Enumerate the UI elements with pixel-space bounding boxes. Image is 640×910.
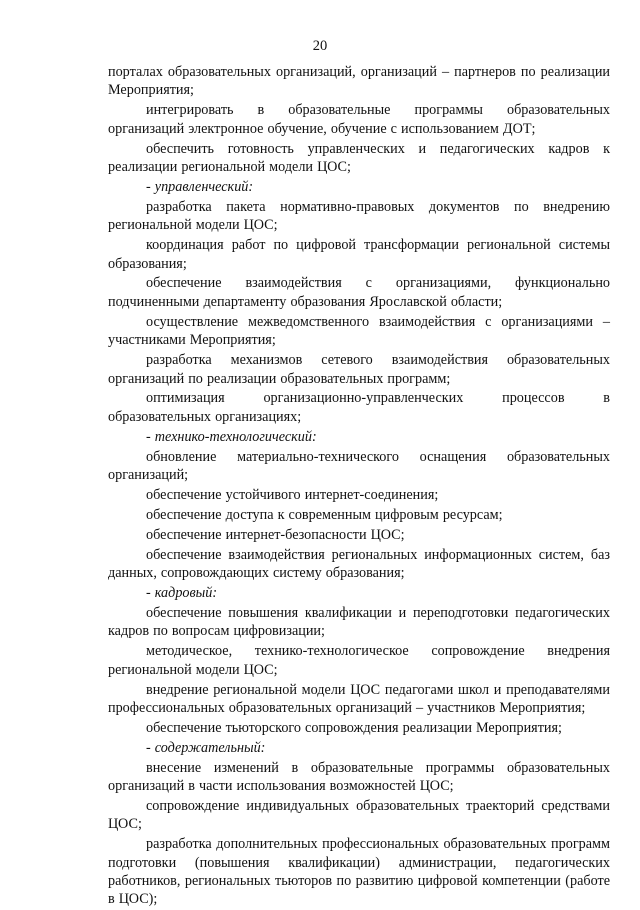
document-body <box>108 63 610 910</box>
list-item: координация работ по цифровой трансформации региональной системы образования; <box>108 237 610 272</box>
list-item: сопровождение индивидуальных образовательных траекторий средствами ЦОС; <box>108 797 610 833</box>
list-item: оптимизация организационно-управленческих процессов в образовательных организациях; <box>108 390 610 425</box>
list-item: обеспечение устойчивого интернет-соединения; <box>146 486 439 503</box>
list-item: методическое, технико-технологическое сопровождение внедрения региональной модели ЦОС; <box>108 643 610 678</box>
list-item: обеспечение интернет-безопасности ЦОС; <box>146 526 405 543</box>
list-item: обеспечение доступа к современным цифровым ресурсам; <box>146 506 503 523</box>
list-item: обеспечение повышения квалификации и переподготовки педагогических кадров по вопросам цифровизации; <box>108 604 610 640</box>
list-item: обеспечить готовность управленческих и педагогических кадров к реализации региональной модели ЦОС; <box>108 140 610 176</box>
list-item: обновление материально-технического оснащения образовательных организаций; <box>108 448 610 484</box>
list-item: разработка дополнительных профессиональных образовательных программ подготовки (повышения квалификации) администрации, педагогических работников, региональных тьюторов по развитию цифровой компетенции (работе в ЦОС); <box>108 836 610 908</box>
section-heading-personnel: - кадровый: <box>146 584 218 601</box>
list-item: обеспечение взаимодействия с организациями, функционально подчиненными департаменту образования Ярославской области; <box>108 275 610 310</box>
page-number: 20 <box>312 38 328 54</box>
list-item: внесение изменений в образовательные программы образовательных организаций в части использования возможностей ЦОС; <box>108 759 610 795</box>
paragraph-continuation: порталах образовательных организаций, организаций – партнеров по реализации Мероприятия; <box>108 64 610 99</box>
list-item: обеспечение взаимодействия региональных информационных систем, баз данных, сопровождающих систему образования; <box>108 546 610 582</box>
list-item: разработка механизмов сетевого взаимодействия образовательных организаций по реализации образовательных программ; <box>108 352 610 387</box>
list-item: обеспечение тьюторского сопровождения реализации Мероприятия; <box>146 719 562 736</box>
list-item: разработка пакета нормативно-правовых документов по внедрению региональной модели ЦОС; <box>108 198 610 234</box>
list-item: внедрение региональной модели ЦОС педагогами школ и преподавателями профессиональных образовательных организаций – участников Мероприятия; <box>108 681 610 716</box>
section-heading-content: - содержательный: <box>146 739 266 756</box>
list-item: осуществление межведомственного взаимодействия с организациями – участниками Мероприятия; <box>108 313 610 349</box>
section-heading-managerial: - управленческий: <box>146 178 254 195</box>
section-heading-technical: - технико-технологический: <box>146 428 317 445</box>
list-item: интегрировать в образовательные программы образовательных организаций электронное обучение, обучение с использованием ДОТ; <box>108 102 610 137</box>
